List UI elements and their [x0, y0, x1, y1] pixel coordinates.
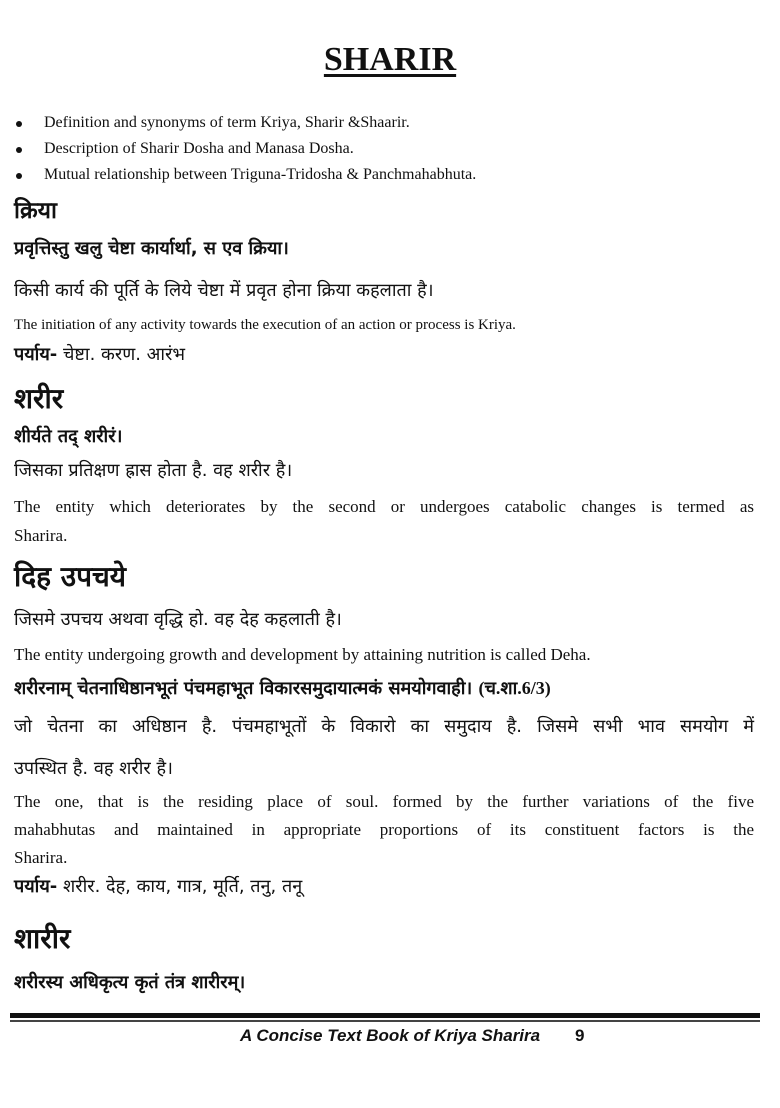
synonyms-label: पर्याय- [14, 876, 58, 897]
objective-item: Mutual relationship between Triguna-Tridosha & Panchmahabhuta. [14, 164, 476, 190]
footer-rule-thick [10, 1013, 760, 1018]
sharir-heading: शरीर [14, 382, 64, 415]
synonyms-text: शरीर. देह, काय, गात्र, मूर्ति, तनु, तनू [57, 876, 303, 897]
deha-sutra [14, 678, 754, 700]
sharir-sutra: शीर्यते तद् शरीरं। [14, 426, 123, 447]
deha-english2-line: The one, that is the residing place of soul. formed by the further variations of the five [14, 792, 754, 811]
objective-item: Description of Sharir Dosha and Manasa Dosha. [14, 138, 476, 164]
kriya-synonyms [14, 344, 754, 366]
objective-item: Definition and synonyms of term Kriya, Sharir &Shaarir. [14, 112, 476, 138]
deha-hindi2-line: उपस्थित है. वह शरीर है। [14, 758, 173, 779]
sharir-english-line: Sharira. [14, 526, 68, 545]
kriya-heading: क्रिया [14, 198, 57, 224]
synonyms-text: चेष्टा. करण. आरंभ [57, 344, 186, 365]
footer-book-title: A Concise Text Book of Kriya Sharira [240, 1026, 541, 1045]
page-title: SHARIR [323, 41, 457, 78]
sharir-hindi: जिसका प्रतिक्षण ह्रास होता है. वह शरीर है। [14, 460, 293, 481]
page-number: 9 [575, 1026, 585, 1045]
sutra-reference: (च.शा.6/3) [478, 678, 551, 698]
sutra-text: शरीरनाम् चेतनाधिष्ठानभूतं पंचमहाभूत विकारसमुदायात्मकं समयोगवाही। [14, 678, 473, 699]
deha-hindi: जिसमे उपचय अथवा वृद्धि हो. वह देह कहलाती है। [14, 609, 342, 630]
deha-english2-line: mahabhutas and maintained in appropriate proportions of its constituent factors is the [14, 820, 754, 839]
objectives-list [14, 112, 476, 190]
shaarir-heading: शारीर [14, 922, 71, 955]
shaarir-sutra: शरीरस्य अधिकृत्य कृतं तंत्र शारीरम्। [14, 972, 246, 993]
kriya-sutra: प्रवृत्तिस्तु खलु चेष्टा कार्यार्था, स एव क्रिया। [14, 238, 289, 259]
deha-heading: दिह उपचये [14, 560, 127, 593]
kriya-hindi: किसी कार्य की पूर्ति के लिये चेष्टा में प्रवृत होना क्रिया कहलाता है। [14, 280, 434, 301]
footer-rule-thin [10, 1020, 760, 1022]
deha-english: The entity undergoing growth and development by attaining nutrition is called Deha. [14, 645, 591, 664]
deha-english2-line: Sharira. [14, 848, 68, 867]
deha-hindi2-line: जो चेतना का अधिष्ठान है. पंचमहाभूतों के विकारो का समुदाय है. जिसमे सभी भाव समयोग में [14, 716, 754, 737]
sharir-english-line: The entity which deteriorates by the second or undergoes catabolic changes is termed as [14, 497, 754, 516]
kriya-english: The initiation of any activity towards the execution of an action or process is Kriya. [14, 317, 516, 333]
synonyms-label: पर्याय- [14, 344, 58, 365]
deha-synonyms [14, 876, 754, 898]
